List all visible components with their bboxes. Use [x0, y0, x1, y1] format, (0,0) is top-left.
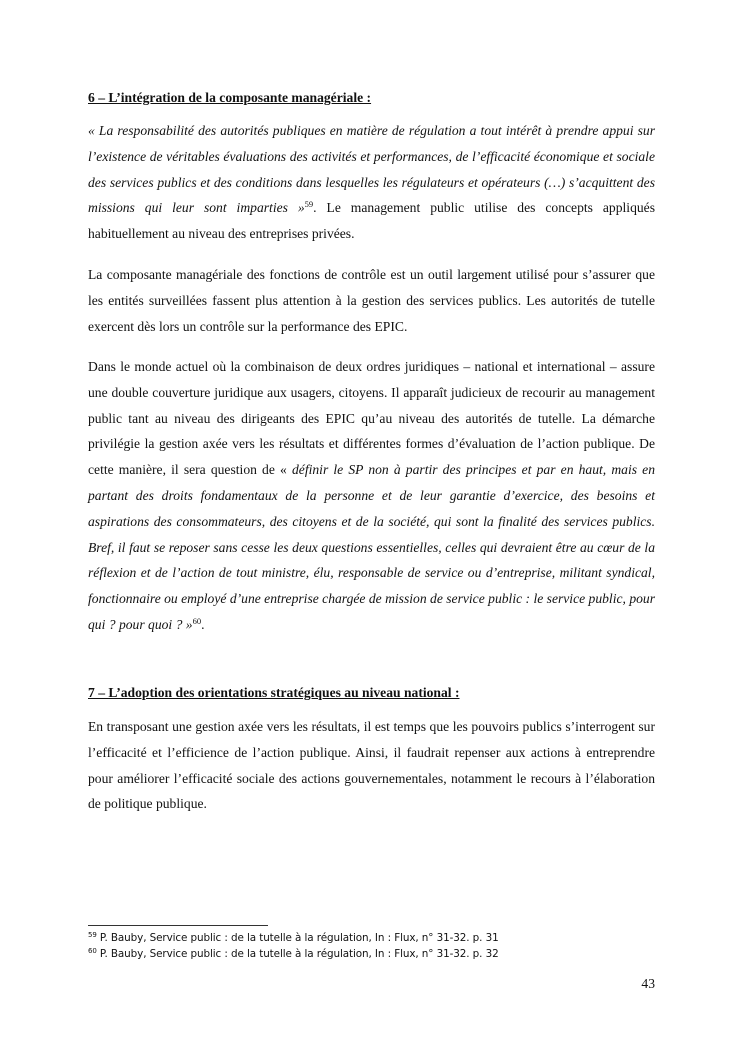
citation-quote-60: définir le SP non à partir des principes et par en haut, mais en partant des droits fondamentaux de la personne et de leur garantie d’exercice, des besoins et aspirations des consommateurs, des citoyens et de la société, qui sont la finalité des services publics. Bref, il faut se reposer sans cesse les deux questions essentielles, celles qui devraient être au cœur de la réflexion et de l’action de tout ministre, élu, responsable de service ou d’entreprise, militant syndical, fonctionnaire ou employé d’une entreprise chargée de mission de service public : le service public, pour qui ? pour quoi ? »: [88, 462, 656, 632]
footnote-separator: [88, 925, 268, 926]
section-6-heading: 6 – L’intégration de la composante managériale :: [88, 90, 372, 105]
section-6-paragraph-2: La composante managériale des fonctions de contrôle est un outil largement utilisé pour s’assurer que les entités surveillées fassent plus attention à la gestion des services publics. Les autorités de tutelle exercent dès lors un contrôle sur la performance des EPIC.: [88, 267, 655, 334]
footnote-59: [88, 931, 688, 946]
footnote-60: [88, 947, 688, 962]
paragraph-text: Dans le monde actuel où la combinaison de deux ordres juridiques – national et international – assure une double couverture juridique aux usagers, citoyens. Il apparaît judicieux de recourir au management public tant au niveau des dirigeants des EPIC qu’au niveau des autorités de tutelle. La démarche privilégie la gestion axée vers les résultats et différentes formes d’évaluation de l’action publique. De cette manière, il sera question de «: [88, 359, 655, 478]
citation-quote-59: « La responsabilité des autorités publiques en matière de régulation a tout intérêt à prendre appui sur l’existence de véritables évaluations des activités et performances, de l’efficacité économique et sociale des services publics et des conditions dans lesquelles les régulateurs et opérateurs (…) s’acquittent des missions qui leur sont imparties »: [88, 123, 655, 216]
paragraph-end: .: [201, 616, 205, 632]
section-6-paragraph-3: [88, 354, 655, 638]
paragraph-text: . Le management public utilise des concepts appliqués habituellement au niveau des entreprises privées.: [88, 200, 655, 242]
footnote-ref-60: 60: [192, 615, 202, 626]
footnote-number: 59: [88, 931, 97, 939]
section-7-paragraph-1: En transposant une gestion axée vers les résultats, il est temps que les pouvoirs publics s’interrogent sur l’efficacité et l’efficience de l’action publique. Ainsi, il faudrait repenser aux actions à entreprendre pour améliorer l’efficacité sociale des actions gouvernementales, notamment le recours à l’élaboration de politique publique.: [88, 719, 655, 812]
footnote-text: P. Bauby, Service public : de la tutelle à la régulation, In : Flux, n° 31-32. p. 31: [96, 932, 499, 944]
footnote-ref-59: 59: [304, 199, 314, 210]
section-6-paragraph-1: [88, 118, 655, 247]
page-number: 43: [641, 976, 655, 991]
section-7-heading: 7 – L’adoption des orientations stratégiques au niveau national :: [88, 685, 460, 700]
footnote-number: 60: [88, 947, 97, 955]
footnote-text: P. Bauby, Service public : de la tutelle à la régulation, In : Flux, n° 31-32. p. 32: [96, 948, 499, 960]
